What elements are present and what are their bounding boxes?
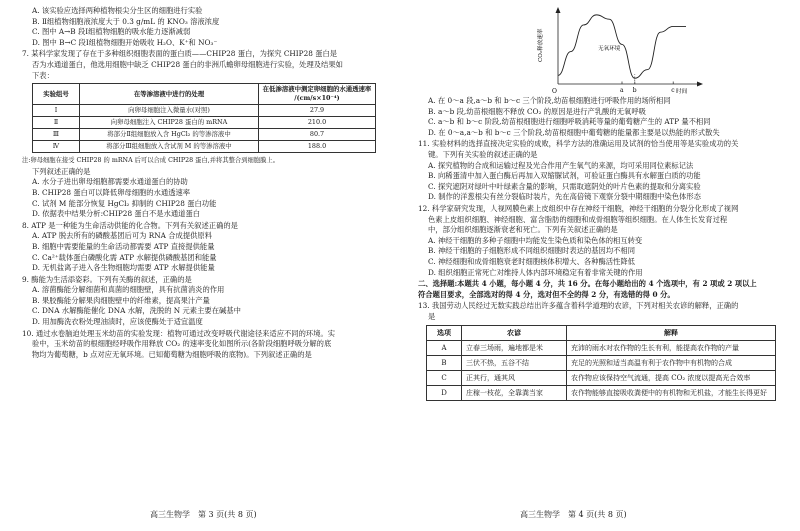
option-line: C. Ca²⁺载体蛋白磷酸化需 ATP 水解提供磷酸基团和能量 <box>32 252 217 262</box>
question-7 <box>22 49 392 219</box>
table-cell: 将部分Ⅲ组细胞放入含试剂 M 的等渗溶液中 <box>80 141 259 153</box>
option-line: B. a～b 段,幼苗根细胞不释放 CO₂ 的原因是进行产乳酸的无氧呼吸 <box>428 106 646 116</box>
section-heading-line: 符合题目要求，全部选对的得 4 分，选对但不全的得 2 分，有选错的得 0 分。 <box>418 289 675 299</box>
question-8 <box>22 221 392 274</box>
table-header: 在低渗溶液中测定卵细胞的水通透速率 /(cm/s×10⁻⁴) <box>259 84 376 105</box>
left-page <box>22 0 392 360</box>
co2-release-chart <box>536 4 706 96</box>
table-cell: 80.7 <box>259 129 376 141</box>
option-line: C. DNA 水解酶能催化 DNA 水解，洗脱的 N 元素主要在碱基中 <box>32 306 241 316</box>
option-line: A. 探究植物的合成和运输过程及光合作用产生氧气的来源，均可采用同位素标记法 <box>428 160 694 170</box>
option-line: A. 该实验应选择两种植物根尖分生区的细胞进行实验 <box>32 6 203 15</box>
option-line: D. 无机盐离子进入各生物细胞均需要 ATP 水解提供能量 <box>32 263 215 273</box>
question-stem: 12. 科学家研究发现，人视网膜色素上皮组织中存在神经干细胞，神经干细胞的分裂分化形成了视网 <box>418 203 739 213</box>
y-axis-label: CO₂释放速率 <box>538 28 544 62</box>
option-line: A. 溶菌酶能分解细菌和真菌的细胞壁，具有抗菌消炎的作用 <box>32 285 225 295</box>
question-stem: 键。下列有关实验的叙述正确的是 <box>428 149 538 159</box>
question-stem: 色素上皮组织细胞、神经细胞、富含脂肪的细胞和成骨细胞等组织细胞。在人体生长发育过程 <box>428 214 728 224</box>
anaerobic-annotation: 无氧环境 <box>598 46 621 52</box>
table-header: 在等渗溶液中进行的处理 <box>80 84 259 105</box>
option-line: D. 制作的洋葱根尖有丝分裂临时装片，先在高倍镜下观察分裂中期细胞中染色体形态 <box>428 192 701 202</box>
option-line: C. a～b 和 b～c 阶段,幼苗根细胞进行细胞呼吸消耗等量的葡萄糖产生的 ATP 量不相同 <box>428 117 711 127</box>
table-cell: B <box>427 356 462 371</box>
proverb-table <box>426 325 776 401</box>
option-line: B. 细胞中需要能量的生命活动都需要 ATP 直接提供能量 <box>32 241 215 251</box>
page-footer-right: 高三生物学 第 4 页(共 8 页) <box>520 510 627 519</box>
experiment-table <box>32 83 376 153</box>
chart-area <box>418 0 780 95</box>
table-cell: 210.0 <box>259 117 376 129</box>
question-stem: 10. 通过水卷脑迫处理玉米幼苗的实验发现：植物可通过改变呼吸代谢途径来适应不同的环境。实 <box>22 328 336 338</box>
table-cell: C <box>427 371 462 386</box>
question-stem: 7. 某科学家发现了存在于多种组织细胞表面的蛋白质——CHIP28 蛋白，为探究 CHIP28 蛋白是 <box>22 49 338 59</box>
table-row <box>427 356 776 371</box>
page-footer-left: 高三生物学 第 3 页(共 8 页) <box>150 510 257 519</box>
x-axis-label: 时间 <box>676 89 688 95</box>
x-axis-arrow <box>697 82 703 87</box>
table-cell: 27.9 <box>259 105 376 117</box>
table-cell: Ⅲ <box>33 129 80 141</box>
option-line: B. 向稀蛋清中加入蛋白酶后再加入双缩脲试剂，可验证蛋白酶具有水解蛋白质的功能 <box>428 171 701 181</box>
table-cell: 正其行，通其风 <box>462 371 567 386</box>
right-page <box>418 0 780 401</box>
option-line: C. 探究遮阴对绿叶中叶绿素含量的影响，只需取遮阴处的叶片色素的提取和分离实验 <box>428 181 701 191</box>
option-line: D. 图中 B→C 段Ⅰ组植物细胞开始吸收 H₂O、K⁺和 NO₃⁻ <box>32 37 218 47</box>
table-cell: 将部分Ⅱ组细胞放入含 HgCl₂ 的等渗溶液中 <box>80 129 259 141</box>
option-line: B. CHIP28 蛋白可以降低卵母细胞的水通透速率 <box>32 187 191 197</box>
question-stem: 物均为葡萄糖，b 点对应无氧环境。已知葡萄糖为细胞呼吸的底物)。下列叙述正确的是 <box>32 349 312 359</box>
question-stem: 11. 实验材料的选择直接决定实验的成败，科学方法的准确运用及试剂的恰当使用等是实验成功的关 <box>418 139 739 149</box>
y-axis-arrow <box>556 7 561 13</box>
table-header: 农谚 <box>462 326 567 341</box>
table-cell: 充沛的雨水对农作物的生长有利，能提高农作物的产量 <box>567 341 776 356</box>
option-line: A. 在 0～a 段,a～b 和 b～c 三个阶段,幼苗根细胞进行呼吸作用的场所相同 <box>428 96 671 105</box>
table-cell: 充足的光照和适当高温有利于农作物中有机物的合成 <box>567 356 776 371</box>
option-line: B. 神经干细胞的子细胞形成不同组织细胞时表达的基因均不相同 <box>428 246 636 256</box>
option-line: C. 试剂 M 能部分恢复 HgCl₂ 抑制的 CHIP28 蛋白功能 <box>32 198 217 208</box>
question-stem: 13. 我国劳动人民经过无数实践总结出许多蕴含着科学道理的农谚，下列对相关农谚的解释，正确的 <box>418 301 739 311</box>
table-cell: 向卵母细胞注入微量水(对照) <box>80 105 259 117</box>
option-line: D. 用加酶洗衣粉处理油渍时，应该使酶处于适宜温度 <box>32 317 203 327</box>
table-cell: 向卵母细胞注入 CHIP28 蛋白的 mRNA <box>80 117 259 129</box>
question-stem: 是 <box>428 311 436 321</box>
table-row <box>33 141 376 153</box>
table-row <box>33 105 376 117</box>
option-line: B. Ⅱ组植物细胞液浓度大于 0.3 g/mL 的 KNO₃ 溶液浓度 <box>32 16 220 26</box>
question-stem: 下表： <box>32 70 54 80</box>
section-heading-line: 二、选择题:本题共 4 小题，每小题 4 分，共 16 分。在每小题给出的 4 个选项中，有 2 项或 2 项以上 <box>418 279 757 289</box>
question-12 <box>418 204 780 278</box>
table-cell: D <box>427 386 462 401</box>
question-stem: 否为水通道蛋白，他选用细胞中缺乏 CHIP28 蛋白的非洲爪蟾卵母细胞进行实验，处理及结果如 <box>32 59 343 69</box>
option-line: B. 果胶酶能分解果肉细胞壁中的纤维素，提高果汁产量 <box>32 295 210 305</box>
table-cell: 农作物能够直接吸收粪便中的有机物和无机盐，才能生长得更好 <box>567 386 776 401</box>
prev-question-options <box>22 6 392 48</box>
table-row <box>427 341 776 356</box>
co2-curve <box>558 15 686 78</box>
question-10-options <box>418 96 780 138</box>
question-stem: 验中，玉米幼苗的根细胞经呼吸作用释放 CO₂ 的速率变化如图所示(各阶段细胞呼吸分解的底 <box>32 339 332 349</box>
section-2-heading <box>418 279 780 300</box>
option-line: A. 神经干细胞的多种子细胞中均能发生染色质和染色体的相互转变 <box>428 235 643 245</box>
option-line: D. 组织细胞正常死亡对维持人体内部环境稳定有着非常关键的作用 <box>428 267 643 277</box>
table-cell: 立春三场雨，遍地都是米 <box>462 341 567 356</box>
option-line: C. 图中 A→B 段Ⅰ组植物细胞的吸水能力逐渐减弱 <box>32 27 191 37</box>
x-tick-label: a <box>620 87 624 94</box>
table-header: 解释 <box>567 326 776 341</box>
table-cell: 188.0 <box>259 141 376 153</box>
question-ask: 下列叙述正确的是 <box>32 166 91 176</box>
table-cell: 三伏不热，五谷不结 <box>462 356 567 371</box>
table-cell: 庄稼一枝花，全靠粪当家 <box>462 386 567 401</box>
question-9 <box>22 275 392 328</box>
question-stem: 9. 酶能为生活添姿彩。下列有关酶的叙述，正确的是 <box>22 274 192 284</box>
option-line: A. ATP 脱去所有的磷酸基团后可为 RNA 合成提供原料 <box>32 231 213 241</box>
table-row <box>33 129 376 141</box>
option-line: C. 神经细胞和成骨细胞衰老时细胞核体积增大、各种酶活性降低 <box>428 256 635 266</box>
table-cell: 农作物应该保持空气流通，提高 CO₂ 浓度以提高光合效率 <box>567 371 776 386</box>
x-tick-label: c <box>671 87 675 94</box>
question-stem: 中，部分组织细胞逐渐衰老和死亡。下列有关叙述正确的是 <box>428 225 618 235</box>
table-cell: Ⅱ <box>33 117 80 129</box>
question-10 <box>22 329 392 361</box>
table-row <box>427 371 776 386</box>
question-stem: 8. ATP 是一种能为生命活动供能的化合物。下列有关叙述正确的是 <box>22 220 238 230</box>
x-tick-label: b <box>632 87 637 94</box>
table-cell: A <box>427 341 462 356</box>
table-note: 注:卵母细胞在接受 CHIP28 的 mRNA 后可以合成 CHIP28 蛋白,并将其整合到细胞膜上。 <box>22 157 280 165</box>
table-cell: Ⅰ <box>33 105 80 117</box>
table-header: 实验组号 <box>33 84 80 105</box>
table-row <box>33 117 376 129</box>
table-header: 选项 <box>427 326 462 341</box>
table-row <box>427 386 776 401</box>
origin-label: O <box>552 88 557 95</box>
question-13 <box>418 301 780 401</box>
table-cell: Ⅳ <box>33 141 80 153</box>
question-11 <box>418 139 780 203</box>
option-line: A. 水分子进出卵母细胞都需要水通道蛋白的协助 <box>32 177 188 187</box>
option-line: D. 在 0～a,a～b 和 b～c 三个阶段,幼苗根细胞中葡萄糖的能量都主要是以热能的形式散失 <box>428 127 720 137</box>
option-line: D. 依据表中结果分析:CHIP28 蛋白不是水通道蛋白 <box>32 209 201 219</box>
